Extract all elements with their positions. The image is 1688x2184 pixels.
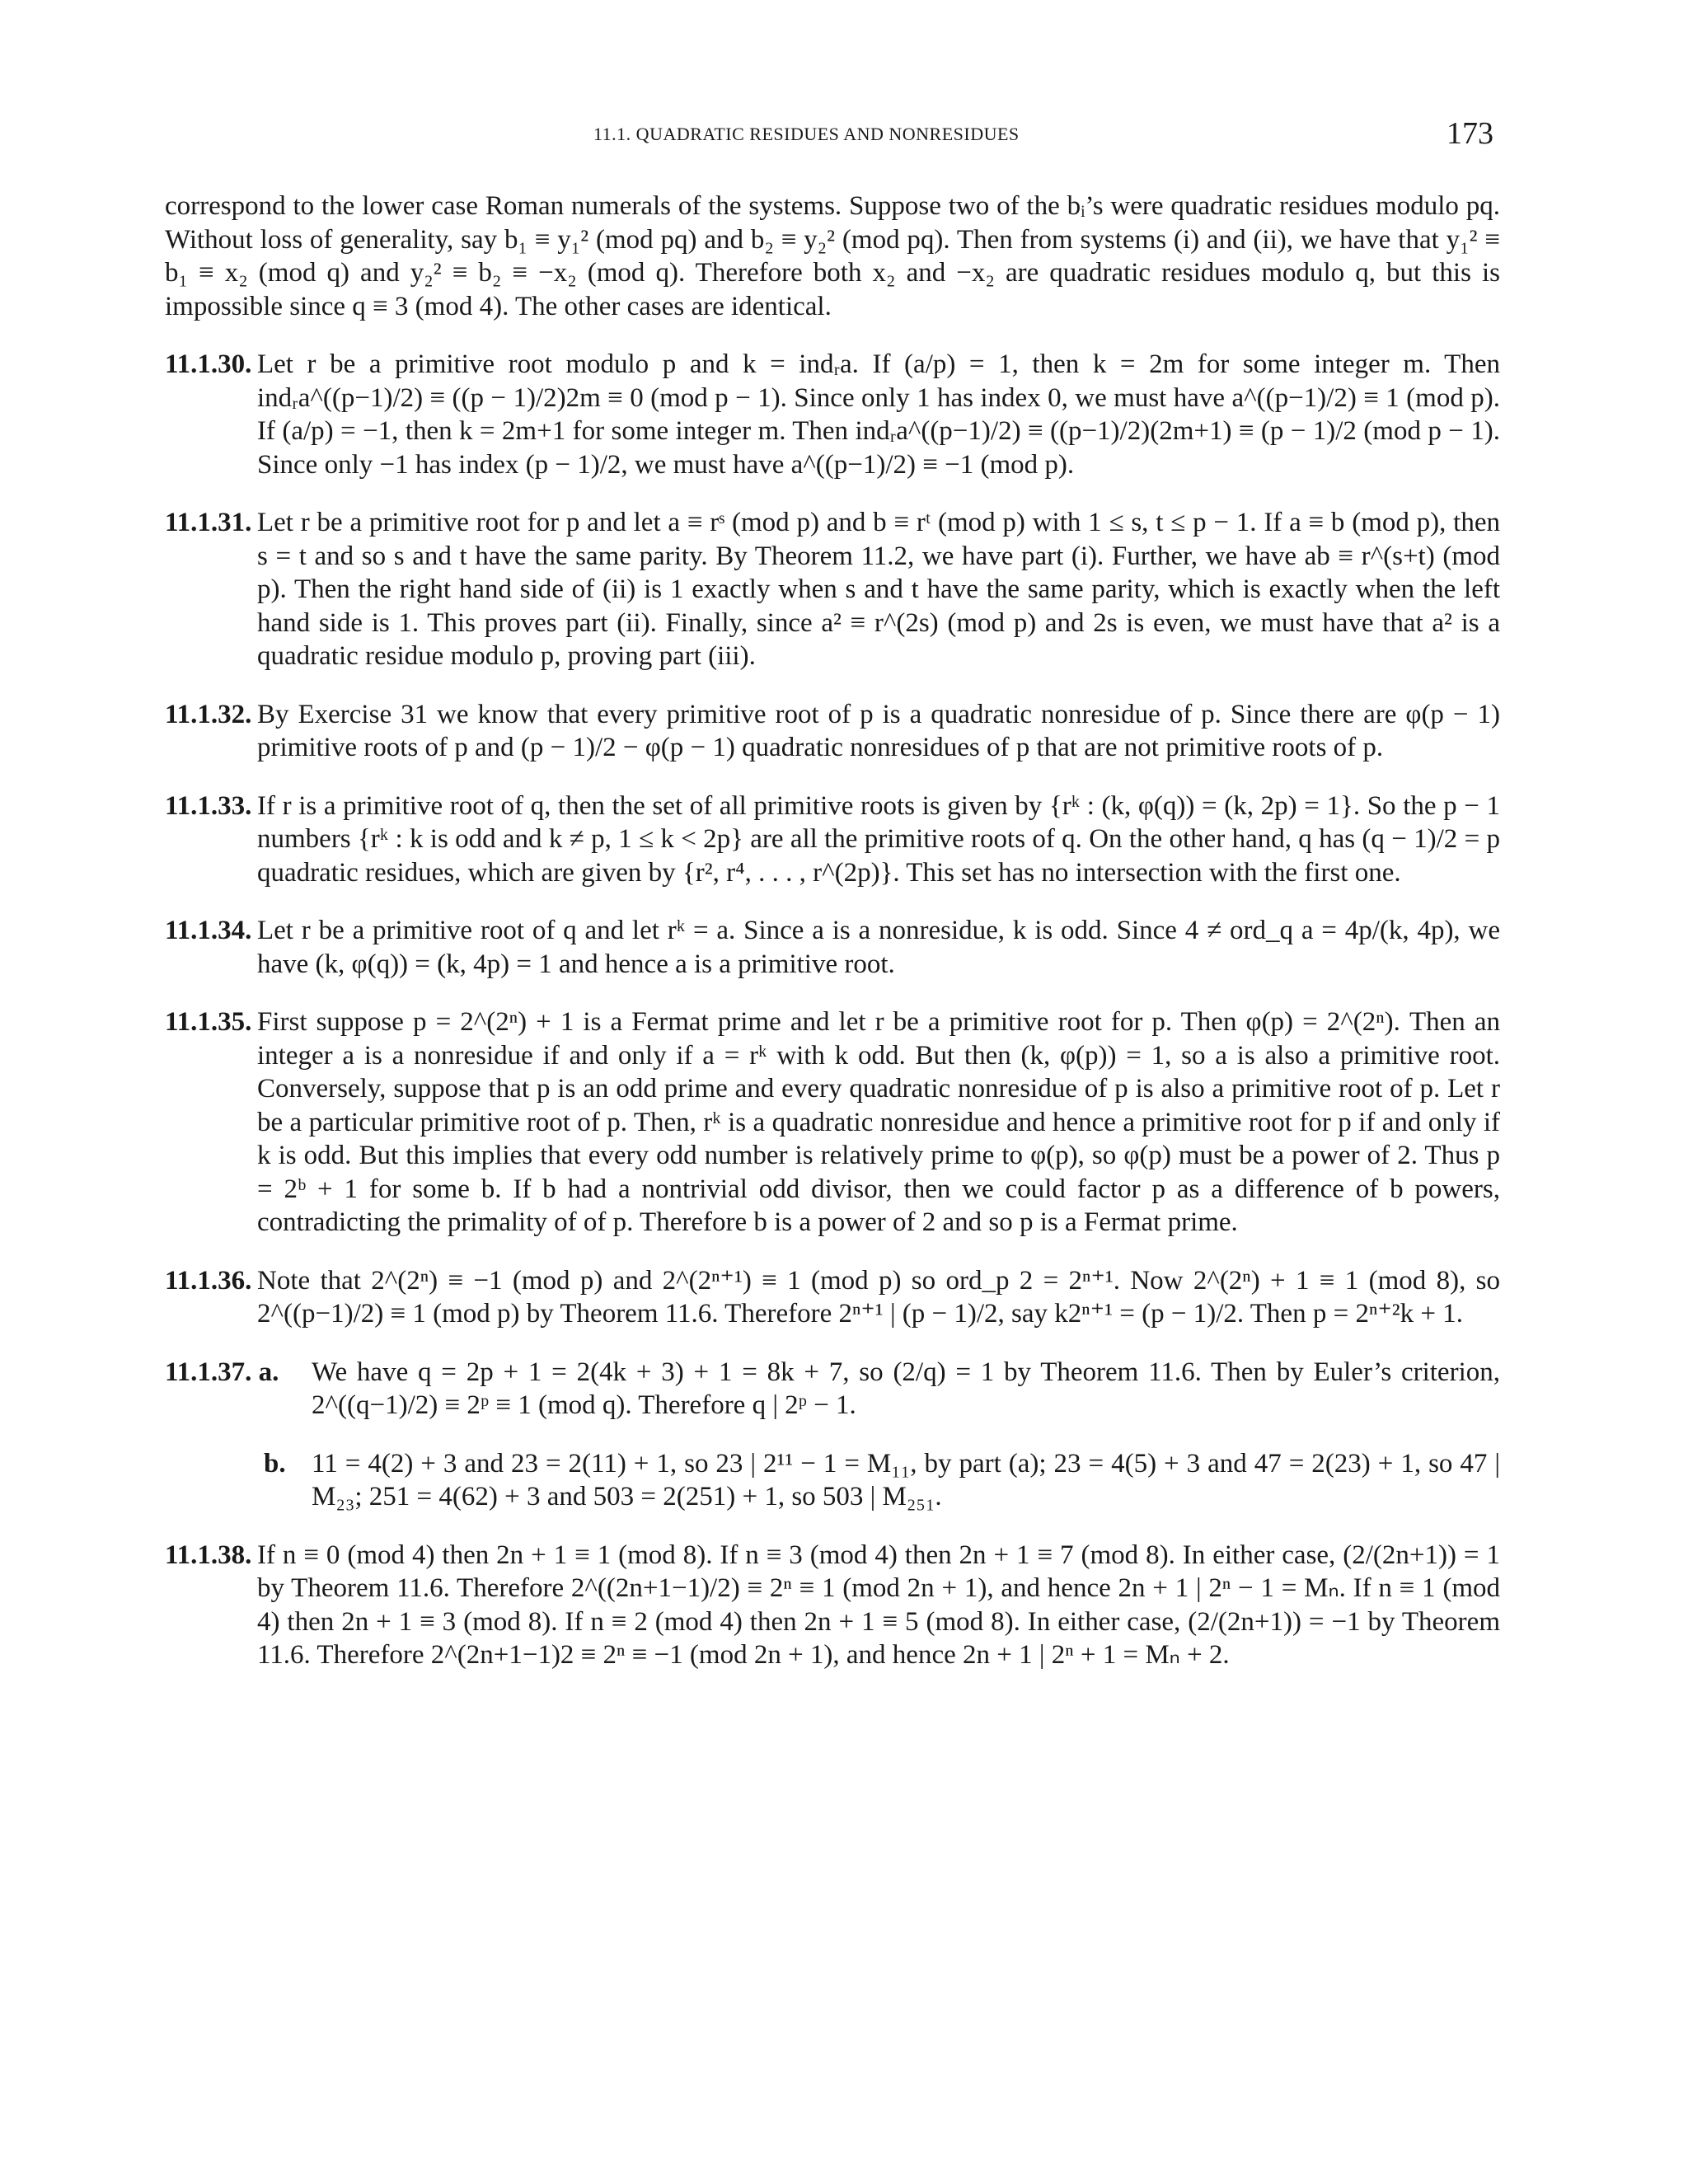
page-content [165, 190, 1500, 1697]
page-number: 173 [1447, 116, 1493, 151]
solution-text: First suppose p = 2^(2ⁿ) + 1 is a Fermat prime and let r be a primitive root for p. Then φ(p) = 2^(2ⁿ). Then an integer a is a nonresidue if and only if a = rᵏ with k odd. But then (k, φ(p)) = 1, so a is also a primitive root. Conversely, suppose that p is an odd prime and every quadratic nonresidue of p is also a primitive root of p. Let r be a particular primitive root of p. Then, rᵏ is a quadratic nonresidue and hence a primitive root for p if and only if k is odd. But this implies that every odd number is relatively prime to φ(p), so φ(p) must be a power of 2. Thus p = 2ᵇ + 1 for some b. If b had a nontrivial odd divisor, then we could factor p as a difference of b powers, contradicting the primality of of p. Therefore b is a power of 2 and so p is a Fermat prime. [257, 1007, 1500, 1237]
solution-text: If r is a primitive root of q, then the set of all primitive roots is given by {rᵏ : (k, φ(q)) = (k, 2p) = 1}. So the p − 1 numbers {rᵏ : k is odd and k ≠ p, 1 ≤ k < 2p} are all the primitive roots of q. On the other hand, q has (q − 1)/2 = p quadratic residues, which are given by {r², r⁴, . . . , r^(2p)}. This set has no intersection with the first one. [257, 790, 1500, 888]
solution-label: 11.1.38. [165, 1540, 252, 1570]
solution-label: 11.1.35. [165, 1007, 252, 1037]
solution-label: 11.1.34. [165, 916, 252, 945]
solution-11-1-34 [165, 914, 1500, 981]
solution-11-1-30 [165, 348, 1500, 481]
solution-text: Let r be a primitive root for p and let a ≡ rˢ (mod p) and b ≡ rᵗ (mod p) with 1 ≤ s, t ≤ p − 1. If a ≡ b (mod p), then s = t and so s and t have the same parity. By Theorem 11.2, we have part (i). Further, we have ab ≡ r^(s+t) (mod p). Then the right hand side of (ii) is 1 exactly when s and t have the same parity, which is exactly when the left hand side is 1. This proves part (ii). Finally, since a² ≡ r^(2s) (mod p) and 2s is even, we must have that a² is a quadratic residue modulo p, proving part (iii). [257, 508, 1500, 671]
solution-11-1-31 [165, 506, 1500, 673]
solution-label: 11.1.33. [165, 790, 252, 821]
solution-11-1-36 [165, 1264, 1500, 1331]
solution-11-1-33 [165, 790, 1500, 890]
solution-11-1-37-b [165, 1447, 1500, 1514]
solution-11-1-37-a [165, 1356, 1500, 1422]
solution-text: Let r be a primitive root of q and let rᵏ = a. Since a is a nonresidue, k is odd. Since 4 ≠ ord_q a = 4p/(k, 4p), we have (k, φ(q)) = (k, 4p) = 1 and hence a is a primitive root. [257, 916, 1500, 979]
solution-label: b. [264, 1448, 286, 1479]
solution-11-1-38 [165, 1539, 1500, 1672]
solution-11-1-35 [165, 1005, 1500, 1240]
solution-label: 11.1.37. a. [165, 1357, 279, 1387]
solution-text: By Exercise 31 we know that every primitive root of p is a quadratic nonresidue of p. Since there are φ(p − 1) primitive roots of p and (p − 1)/2 − φ(p − 1) quadratic nonresidues of p that are not primitive roots of p. [257, 699, 1500, 762]
solution-text: Note that 2^(2ⁿ) ≡ −1 (mod p) and 2^(2ⁿ⁺¹) ≡ 1 (mod p) so ord_p 2 = 2ⁿ⁺¹. Now 2^(2ⁿ) + 1 ≡ 1 (mod 8), so 2^((p−1)/2) ≡ 1 (mod p) by Theorem 11.6. Therefore 2ⁿ⁺¹ | (p − 1)/2, say k2ⁿ⁺¹ = (p − 1)/2. Then p = 2ⁿ⁺²k + 1. [257, 1265, 1500, 1329]
solution-text: Let r be a primitive root modulo p and k = indᵣa. If (a/p) = 1, then k = 2m for some integer m. Then indᵣa^((p−1)/2) ≡ ((p − 1)/2)2m ≡ 0 (mod p − 1). Since only 1 has index 0, we must have a^((p−1)/2) ≡ 1 (mod p). If (a/p) = −1, then k = 2m+1 for some integer m. Then indᵣa^((p−1)/2) ≡ ((p−1)/2)(2m+1) ≡ (p − 1)/2 (mod p − 1). Since only −1 has index (p − 1)/2, we must have a^((p−1)/2) ≡ −1 (mod p). [257, 349, 1500, 480]
solution-text: 11 = 4(2) + 3 and 23 = 2(11) + 1, so 23 | 2¹¹ − 1 = M₁₁, by part (a); 23 = 4(5) + 3 and 47 = 2(23) + 1, so 47 | M₂₃; 251 = 4(62) + 3 and 503 = 2(251) + 1, so 503 | M₂₅₁. [312, 1448, 1500, 1511]
running-head: 11.1. QUADRATIC RESIDUES AND NONRESIDUES [593, 124, 1020, 144]
solution-text: We have q = 2p + 1 = 2(4k + 3) + 1 = 8k + 7, so (2/q) = 1 by Theorem 11.6. Then by Euler’s criterion, 2^((q−1)/2) ≡ 2ᵖ ≡ 1 (mod q). Therefore q | 2ᵖ − 1. [312, 1357, 1500, 1420]
solution-11-1-32 [165, 698, 1500, 765]
solution-label: 11.1.30. [165, 349, 252, 379]
solution-label: 11.1.32. [165, 699, 252, 729]
solution-label: 11.1.36. [165, 1265, 252, 1296]
solution-label: 11.1.31. [165, 508, 252, 537]
intro-paragraph: correspond to the lower case Roman numerals of the systems. Suppose two of the bᵢ’s were quadratic residues modulo pq. Without loss of generality, say b₁ ≡ y₁² (mod pq) and b₂ ≡ y₂² (mod pq). Then from systems (i) and (ii), we have that y₁² ≡ b₁ ≡ x₂ (mod q) and y₂² ≡ b₂ ≡ −x₂ (mod q). Therefore both x₂ and −x₂ are quadratic residues modulo q, but this is impossible since q ≡ 3 (mod 4). The other cases are identical. [165, 191, 1500, 321]
solution-text: If n ≡ 0 (mod 4) then 2n + 1 ≡ 1 (mod 8). If n ≡ 3 (mod 4) then 2n + 1 ≡ 7 (mod 8). In either case, (2/(2n+1)) = 1 by Theorem 11.6. Therefore 2^((2n+1−1)/2) ≡ 2ⁿ ≡ 1 (mod 2n + 1), and hence 2n + 1 | 2ⁿ − 1 = Mₙ. If n ≡ 1 (mod 4) then 2n + 1 ≡ 3 (mod 8). If n ≡ 2 (mod 4) then 2n + 1 ≡ 5 (mod 8). In either case, (2/(2n+1)) = −1 by Theorem 11.6. Therefore 2^(2n+1−1)2 ≡ 2ⁿ ≡ −1 (mod 2n + 1), and hence 2n + 1 | 2ⁿ + 1 = Mₙ + 2. [257, 1540, 1500, 1670]
